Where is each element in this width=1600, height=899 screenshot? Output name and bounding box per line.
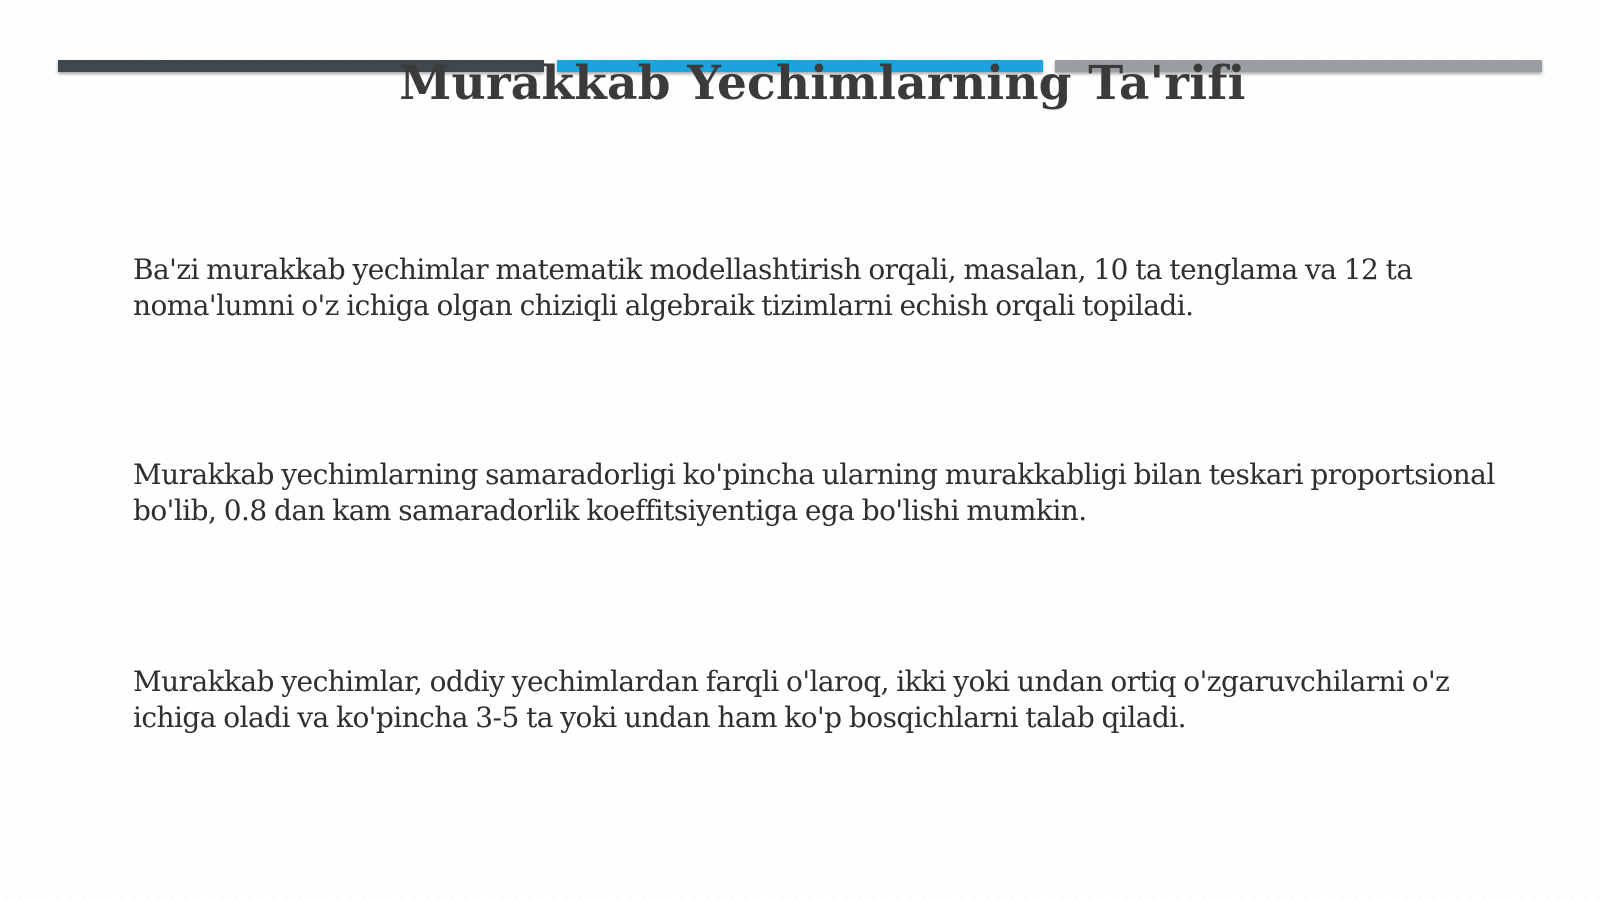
paragraph-3: Murakkab yechimlar, oddiy yechimlardan farqli o'laroq, ikki yoki undan ortiq o'zgaruvchilarni o'z ichiga oladi va ko'pincha 3-5 ta yoki undan ham ko'p bosqichlarni talab qiladi. xyxy=(133,665,1450,734)
paragraph-2: Murakkab yechimlarning samaradorligi ko'pincha ularning murakkabligi bilan teskari proportsional bo'lib, 0.8 dan kam samaradorlik koeffitsiyentiga ega bo'lishi mumkin. xyxy=(133,458,1495,527)
paragraph-1: Ba'zi murakkab yechimlar matematik modellashtirish orqali, masalan, 10 ta tenglama va 12 ta noma'lumni o'z ichiga olgan chiziqli algebraik tizimlarni echish orqali topiladi. xyxy=(133,253,1413,322)
slide-title: Murakkab Yechimlarning Ta'rifi xyxy=(399,56,1246,111)
